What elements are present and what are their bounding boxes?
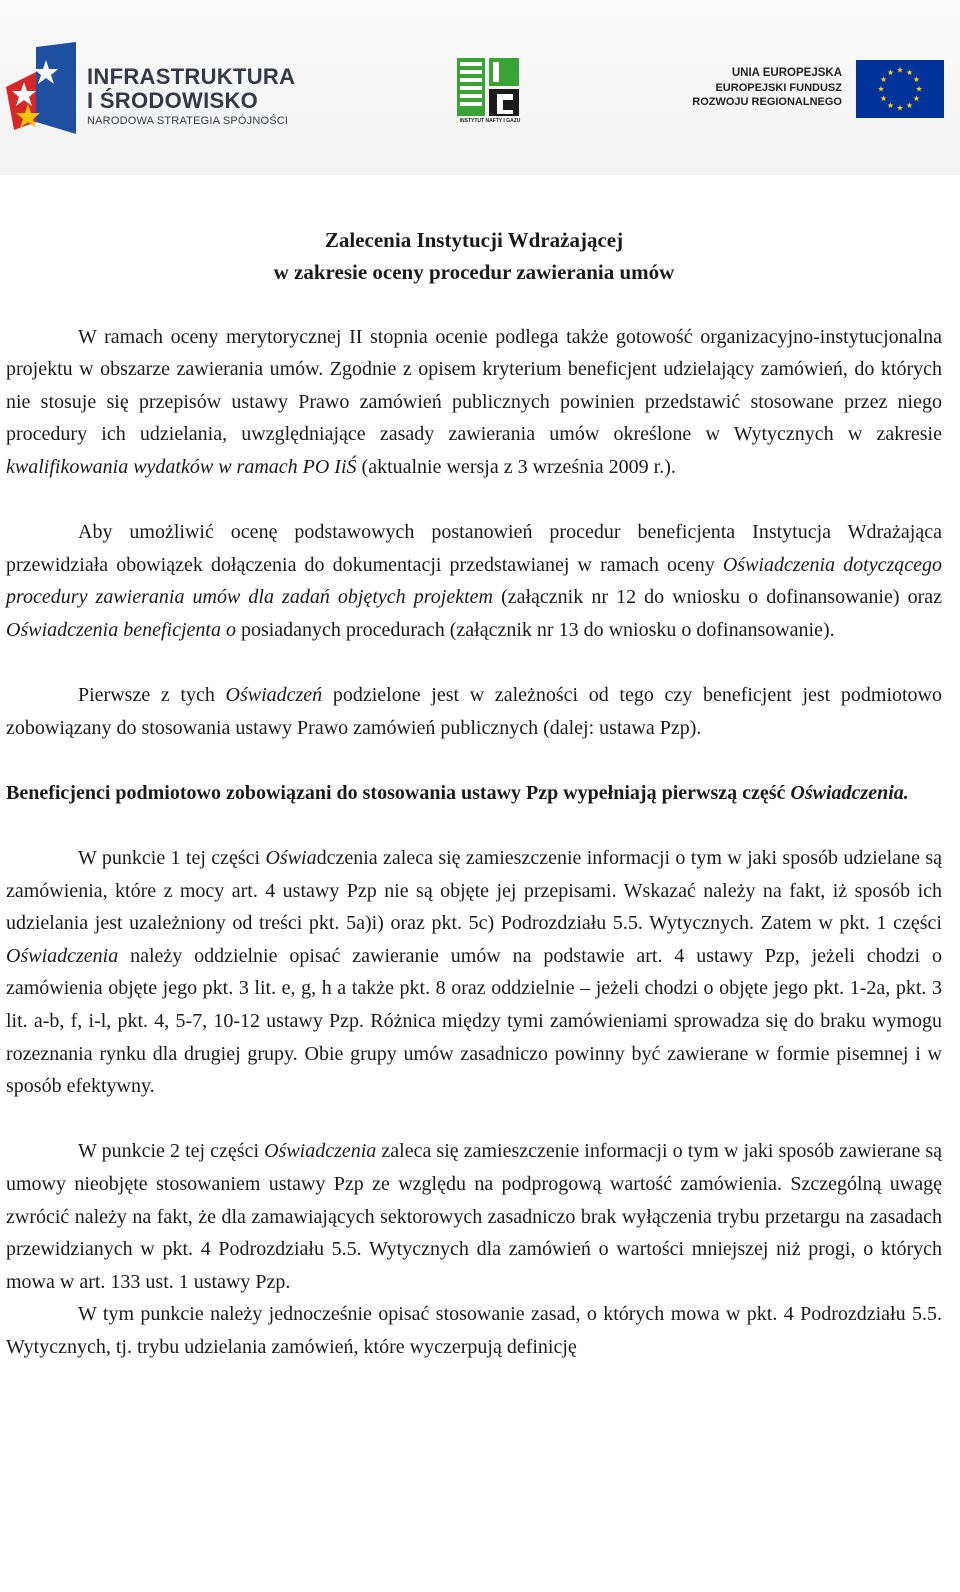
- document-title-line2: w zakresie oceny procedur zawierania umów: [273, 260, 675, 284]
- paragraph-4: Beneficjenci podmiotowo zobowiązani do stosowania ustawy Pzp wypełniają pierwszą część Oświadczenia.: [6, 781, 909, 804]
- inig-caption: INSTYTUT NAFTY I GAZU: [459, 118, 521, 124]
- paragraph-6: W punkcie 2 tej części Oświadczenia zaleca się zamieszczenie informacji o tym w jaki sposób zawierane są umowy nieobjęte stosowaniem ustawy Pzp ze względu na podprogową wartość zamówienia. Szczególną uwagę zwrócić należy na fakt, że dla zamawiających sektorowych zasadniczo brak wyłączenia trybu przetargu na zasadach przewidzianych w pkt. 4 Podrozdziału 5.5. Wytycznych dla zamówień o wartości mniejszej niż progi, o których mowa w art. 133 ust. 1 ustawy Pzp.: [6, 1140, 942, 1293]
- document-body: [6, 224, 942, 1364]
- logo-left-line1: INFRASTRUKTURA: [87, 64, 296, 89]
- paragraph-3: Pierwsze z tych Oświadczeń podzielone jest w zależności od tego czy beneficjent jest podmiotowo zobowiązany do stosowania ustawy Prawo zamówień publicznych (dalej: ustawa Pzp).: [6, 684, 943, 739]
- paragraph-2: Aby umożliwić ocenę podstawowych postanowień procedur beneficjenta Instytucja Wdrażająca przewidziała obowiązek dołączenia do dokumentacji przedstawianej w ramach oceny Oświadczenia dotyczącego procedury zawierania umów dla zadań objętych projektem (załącznik nr 12 do wniosku o dofinansowanie) oraz Oświadczenia beneficjenta o posiadanych procedurach (załącznik nr 13 do wniosku o dofinansowanie).: [6, 521, 942, 641]
- logo-right-line1: UNIA EUROPEJSKA: [731, 67, 842, 79]
- eu-erdf-logo: [688, 60, 944, 120]
- logo-right-line3: ROZWOJU REGIONALNEGO: [692, 96, 842, 108]
- paragraph-5: W punkcie 1 tej części Oświadczenia zaleca się zamieszczenie informacji o tym w jaki sposób udzielane są zamówienia, które z mocy art. 4 ustawy Pzp nie są objęte jej przepisami. Wskazać należy na fakt, iż sposób ich udzielania jest uzależniony od treści pkt. 5a)i) oraz pkt. 5c) Podrozdziału 5.5. Wytycznych. Zatem w pkt. 1 części Oświadczenia należy oddzielnie opisać zawieranie umów na podstawie art. 4 ustawy Pzp, jeżeli chodzi o zamówienia objęte jego pkt. 3 lit. e, g, h a także pkt. 8 oraz oddzielnie – jeżeli chodzi o objęte jego pkt. 1-2a, pkt. 3 lit. a-b, f, i-l, pkt. 4, 5-7, 10-12 ustawy Pzp. Różnica między tymi zamówieniami sprowadza się do braku wymogu rozeznania rynku dla drugiej grupy. Obie grupy umów zasadniczo powinny być zawierane w formie pisemnej i w sposób efektywny.: [6, 847, 942, 1098]
- paragraph-7: W tym punkcie należy jednocześnie opisać stosowanie zasad, o których mowa w pkt. 4 Podrozdziału 5.5. Wytycznych, tj. trybu udzielania zamówień, które wyczerpują definicję: [6, 1303, 942, 1358]
- logo-left-line2: I ŚRODOWISKO: [87, 88, 259, 113]
- document-title-line1: Zalecenia Instytucji Wdrażającej: [324, 228, 624, 252]
- eu-flag-icon: [856, 60, 944, 118]
- star-flag-icon: [6, 42, 81, 134]
- logo-left-line3: NARODOWA STRATEGIA SPÓJNOŚCI: [87, 115, 289, 127]
- page-header: [0, 0, 960, 175]
- paragraph-1: W ramach oceny merytorycznej II stopnia ocenie podlega także gotowość organizacyjno-instytucjonalna projektu w obszarze zawierania umów. Zgodnie z opisem kryterium beneficjent udzielający zamówień, do których nie stosuje się przepisów ustawy Prawo zamówień publicznych powinien przedstawić stosowane przez niego procedury ich udzielania, uwzględniające zasady zawierania umów określone w Wytycznych w zakresie kwalifikowania wydatków w ramach PO IiŚ (aktualnie wersja z 3 września 2009 r.).: [6, 325, 942, 478]
- inig-logo: [457, 58, 521, 124]
- logo-right-line2: EUROPEJSKI FUNDUSZ: [715, 82, 842, 94]
- inig-mark-icon: [457, 58, 521, 118]
- infrastruktura-srodowisko-logo: [6, 42, 296, 134]
